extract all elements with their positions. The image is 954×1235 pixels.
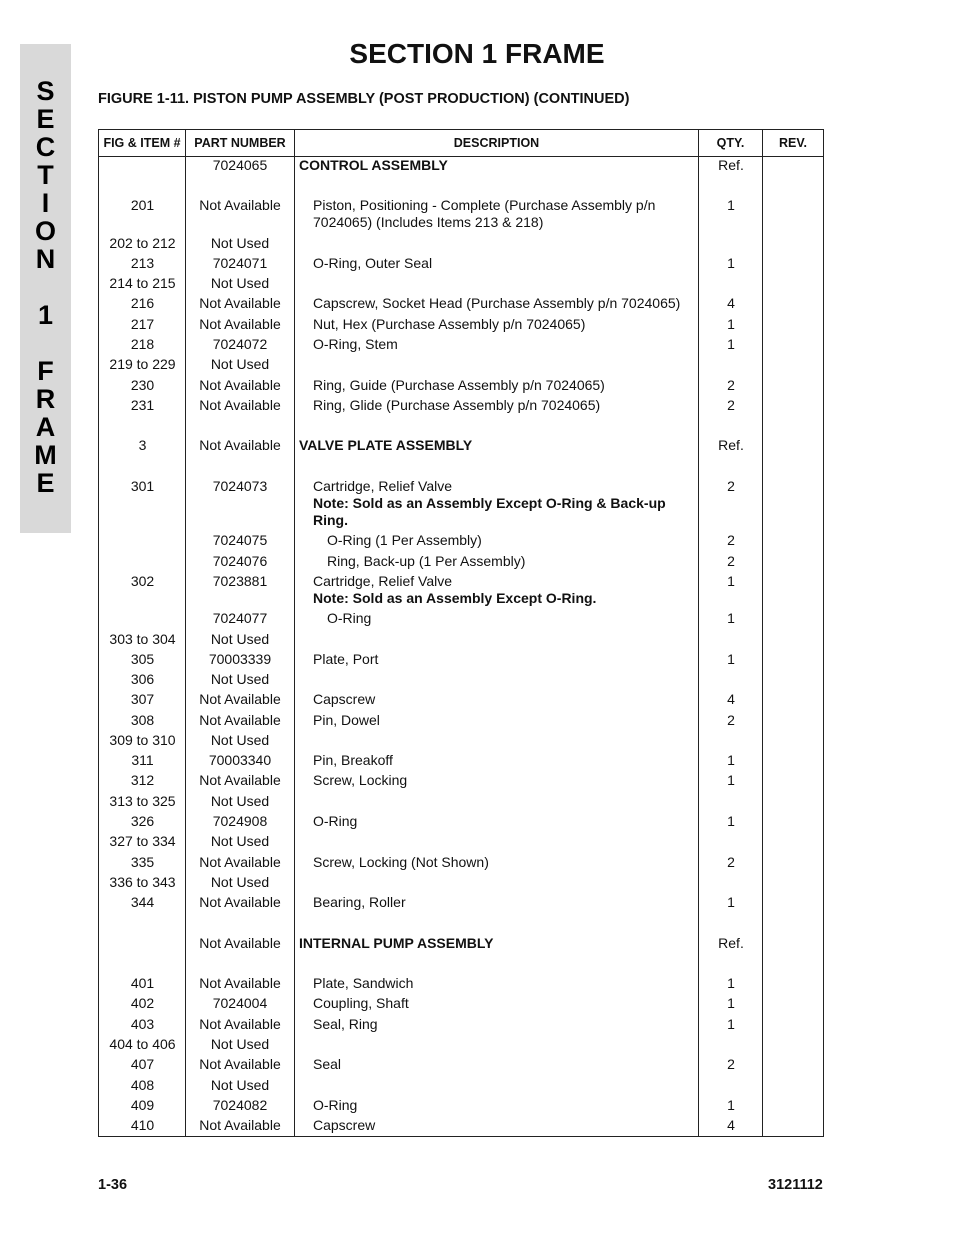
description: Cartridge, Relief Valve	[313, 478, 453, 494]
item-number: 301	[130, 478, 155, 494]
part-number: Not Used	[210, 833, 270, 849]
side-tab-letter: F	[37, 356, 54, 386]
part-number: 7024072	[212, 336, 268, 352]
item-number: 305	[130, 651, 155, 667]
part-number: Not Available	[199, 197, 281, 213]
item-number: 408	[130, 1077, 155, 1093]
side-tab-letter: I	[41, 188, 50, 218]
quantity: Ref.	[718, 157, 744, 173]
description: Piston, Positioning - Complete (Purchase Assembly p/n	[313, 197, 656, 213]
part-number: Not Available	[199, 1117, 281, 1133]
side-tab-letter: N	[35, 244, 56, 274]
part-number: Not Available	[199, 854, 281, 870]
part-number: 7024071	[212, 255, 268, 271]
part-number: 7024082	[212, 1097, 268, 1113]
part-number: Not Available	[199, 894, 281, 910]
quantity: 1	[727, 336, 735, 352]
description: Seal	[313, 1056, 342, 1072]
item-number: 214 to 215	[109, 275, 176, 291]
item-number: 303 to 304	[109, 631, 176, 647]
description: Coupling, Shaft	[313, 995, 409, 1011]
item-number: 218	[130, 336, 155, 352]
part-number: Not Available	[199, 712, 281, 728]
item-number: 309 to 310	[109, 732, 176, 748]
item-number: 313 to 325	[109, 793, 176, 809]
quantity: 1	[727, 255, 735, 271]
part-number: Not Available	[199, 691, 281, 707]
part-number: Not Available	[199, 975, 281, 991]
description: Ring, Glide (Purchase Assembly p/n 7024065)	[313, 397, 601, 413]
column-header-item: FIG & ITEM #	[103, 136, 181, 150]
quantity: 2	[727, 532, 735, 548]
description-note: Note: Sold as an Assembly Except O-Ring & Back-up	[313, 495, 666, 511]
description: Ring, Back-up (1 Per Assembly)	[327, 553, 526, 569]
quantity: 2	[727, 397, 735, 413]
part-number: 7024075	[212, 532, 268, 548]
description-continued: 7024065) (Includes Items 213 & 218)	[313, 214, 544, 230]
part-number: Not Available	[199, 377, 281, 393]
side-tab-letter: E	[36, 468, 55, 498]
description-note: Ring.	[313, 512, 348, 528]
part-number: Not Available	[199, 1056, 281, 1072]
description: Pin, Dowel	[313, 712, 380, 728]
description: Capscrew	[313, 1117, 376, 1133]
part-number: Not Used	[210, 1077, 270, 1093]
description: Cartridge, Relief Valve	[313, 573, 453, 589]
quantity: 4	[727, 1117, 735, 1133]
parts-table	[98, 129, 824, 1137]
quantity: 1	[727, 573, 735, 589]
quantity: 1	[727, 197, 735, 213]
item-number: 308	[130, 712, 155, 728]
item-number: 306	[130, 671, 155, 687]
part-number: 7023881	[212, 573, 268, 589]
description: O-Ring (1 Per Assembly)	[327, 532, 482, 548]
item-number: 219 to 229	[109, 356, 176, 372]
quantity: 2	[727, 854, 735, 870]
description: Plate, Sandwich	[313, 975, 414, 991]
description: VALVE PLATE ASSEMBLY	[299, 437, 473, 453]
part-number: Not Available	[199, 316, 281, 332]
item-number: 307	[130, 691, 155, 707]
part-number: Not Used	[210, 356, 270, 372]
description: O-Ring	[313, 813, 358, 829]
item-number: 403	[130, 1016, 155, 1032]
description: Plate, Port	[313, 651, 379, 667]
quantity: Ref.	[718, 935, 744, 951]
part-number: 7024073	[212, 478, 268, 494]
document-number: 3121112	[768, 1177, 823, 1193]
quantity: 1	[727, 1016, 735, 1032]
description: Ring, Guide (Purchase Assembly p/n 7024065)	[313, 377, 605, 393]
item-number: 3	[138, 437, 147, 453]
side-tab-letter: E	[36, 104, 55, 134]
quantity: 1	[727, 316, 735, 332]
quantity: 2	[727, 478, 735, 494]
side-tab-letter: R	[35, 384, 56, 414]
part-number: Not Used	[210, 732, 270, 748]
quantity: 4	[727, 295, 735, 311]
item-number: 407	[130, 1056, 155, 1072]
quantity: 2	[727, 712, 735, 728]
side-tab-letter: M	[34, 440, 57, 470]
description: O-Ring, Outer Seal	[313, 255, 433, 271]
quantity: 1	[727, 813, 735, 829]
quantity: 2	[727, 377, 735, 393]
side-tab-letter: C	[35, 132, 56, 162]
quantity: 1	[727, 651, 735, 667]
quantity: 1	[727, 1097, 735, 1113]
item-number: 404 to 406	[109, 1036, 176, 1052]
quantity: 1	[727, 975, 735, 991]
description: O-Ring	[313, 1097, 358, 1113]
part-number: Not Available	[199, 295, 281, 311]
column-header-part-number: PART NUMBER	[194, 136, 286, 150]
part-number: Not Used	[210, 275, 270, 291]
part-number: Not Available	[199, 1016, 281, 1032]
quantity: 1	[727, 894, 735, 910]
quantity: 1	[727, 995, 735, 1011]
description: Capscrew	[313, 691, 376, 707]
part-number: Not Used	[210, 235, 270, 251]
part-number: Not Available	[199, 935, 281, 951]
column-header-description: DESCRIPTION	[453, 136, 540, 150]
item-number: 311	[131, 752, 154, 768]
item-number: 302	[130, 573, 155, 589]
item-number: 336 to 343	[109, 874, 176, 890]
part-number: Not Available	[199, 772, 281, 788]
part-number: 7024004	[212, 995, 268, 1011]
column-header-rev: REV.	[778, 136, 808, 150]
page-title: SECTION 1 FRAME	[349, 38, 605, 69]
part-number: Not Used	[210, 793, 270, 809]
part-number: Not Used	[210, 874, 270, 890]
item-number: 230	[130, 377, 155, 393]
side-tab-letter: S	[36, 76, 55, 106]
description: INTERNAL PUMP ASSEMBLY	[299, 935, 494, 951]
item-number: 409	[130, 1097, 155, 1113]
item-number: 312	[130, 772, 155, 788]
description: Bearing, Roller	[313, 894, 406, 910]
description: O-Ring, Stem	[313, 336, 398, 352]
part-number: 70003340	[208, 752, 272, 768]
page-number: 1-36	[98, 1177, 128, 1193]
quantity: 1	[727, 752, 735, 768]
part-number: Not Available	[199, 397, 281, 413]
description: Seal, Ring	[313, 1016, 378, 1032]
item-number: 213	[130, 255, 155, 271]
item-number: 335	[130, 854, 155, 870]
quantity: 1	[727, 610, 735, 626]
description: Nut, Hex (Purchase Assembly p/n 7024065)	[313, 316, 586, 332]
description: Screw, Locking	[313, 772, 408, 788]
quantity: Ref.	[718, 437, 744, 453]
part-number: Not Used	[210, 1036, 270, 1052]
description: Pin, Breakoff	[313, 752, 393, 768]
column-divider	[294, 130, 295, 1136]
part-number: Not Used	[210, 671, 270, 687]
item-number: 402	[130, 995, 155, 1011]
item-number: 327 to 334	[109, 833, 176, 849]
part-number: 7024065	[212, 157, 268, 173]
side-tab-letter: A	[35, 412, 56, 442]
quantity: 4	[727, 691, 735, 707]
part-number: 7024076	[212, 553, 268, 569]
side-tab-letter: 1	[37, 300, 54, 330]
side-tab-letter: O	[34, 216, 56, 246]
item-number: 201	[130, 197, 155, 213]
item-number: 202 to 212	[109, 235, 176, 251]
item-number: 326	[130, 813, 155, 829]
item-number: 231	[130, 397, 155, 413]
item-number: 344	[130, 894, 155, 910]
quantity: 1	[727, 772, 735, 788]
quantity: 2	[727, 553, 735, 569]
side-tab-letter: T	[37, 160, 54, 190]
column-header-qty: QTY.	[716, 136, 745, 150]
part-number: 7024077	[212, 610, 268, 626]
description: Screw, Locking (Not Shown)	[313, 854, 489, 870]
section-side-tab	[20, 44, 71, 533]
description: CONTROL ASSEMBLY	[299, 157, 448, 173]
description: O-Ring	[327, 610, 372, 626]
description-note: Note: Sold as an Assembly Except O-Ring.	[313, 590, 597, 606]
part-number: 7024908	[212, 813, 268, 829]
description: Capscrew, Socket Head (Purchase Assembly p/n 7024065)	[313, 295, 681, 311]
part-number: Not Used	[210, 631, 270, 647]
item-number: 217	[130, 316, 155, 332]
item-number: 401	[130, 975, 155, 991]
part-number: 70003339	[208, 651, 272, 667]
item-number: 216	[130, 295, 155, 311]
figure-title: FIGURE 1-11. PISTON PUMP ASSEMBLY (POST PRODUCTION) (CONTINUED)	[98, 91, 630, 107]
item-number: 410	[130, 1117, 155, 1133]
quantity: 2	[727, 1056, 735, 1072]
part-number: Not Available	[199, 437, 281, 453]
